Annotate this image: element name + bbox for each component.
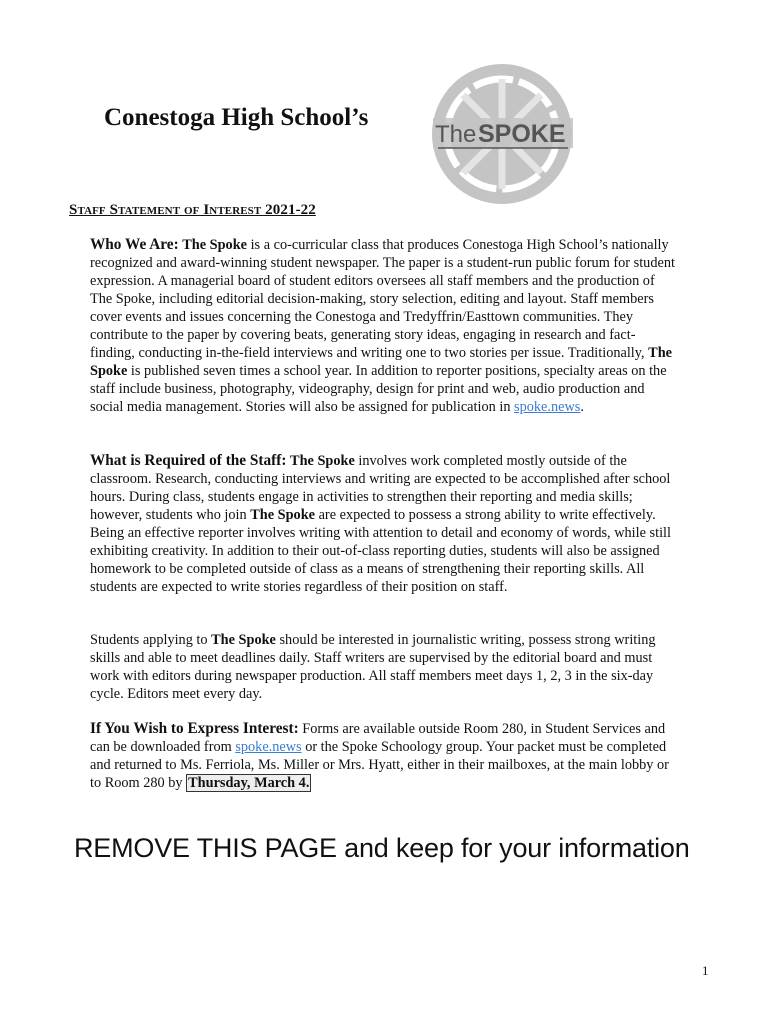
body-text: or the Spoke Schoology group. Your packet must be completed and returned to Ms. Ferriola, Ms. Miller or Mrs. Hyatt, either in their mailboxes, at the main lobby or to Room 280 by: [90, 739, 669, 791]
who-we-are-lead: Who We Are:: [90, 236, 179, 253]
express-interest-paragraph: [90, 720, 680, 792]
body-text: is a co-curricular class that produces Conestoga High School’s nationally recognized and award-winning student newspaper. The paper is a student-run public forum for student expression. A managerial board of student editors oversees all staff members and the production of The Spoke, including editorial decision-making, story selection, editing and layout. Staff members cover events and issues concerning the Conestoga and Tredyffrin/Easttown communities. They contribute to the paper by covering beats, generating story ideas, engaging in research and fact-finding, conducting in-the-field interviews and writing one to two stories per issue. Traditionally,: [90, 237, 675, 361]
applying-paragraph: [90, 631, 680, 703]
body-text: is published seven times a school year. In addition to reporter positions, specialty areas on the staff include business, photography, videography, design for print and web, audio production and social media management. Stories will also be assigned for publication in: [90, 363, 667, 415]
body-text: Students applying to: [90, 632, 212, 648]
svg-text:SPOKE: SPOKE: [478, 120, 566, 148]
brand-name: The Spoke: [290, 453, 355, 469]
page-heading: Staff Statement of Interest 2021-22: [69, 202, 316, 218]
brand-name: The Spoke: [90, 345, 672, 379]
body-text: are expected to possess a strong ability to write effectively. Being an effective reporter involves writing with attention to detail and economy of words, while still exhibiting creativity. In addition to their out-of-class reporting duties, students will also be assigned homework to be completed outside of class as a means of strengthening their reporting skills. All students are expected to write stories regardless of their position on staff.: [90, 507, 671, 595]
the-spoke-logo: [430, 62, 575, 207]
body-text: .: [580, 399, 584, 415]
remove-page-notice: REMOVE THIS PAGE and keep for your information: [74, 833, 690, 863]
body-text: Forms are available outside Room 280, in Student Services and can be downloaded from: [90, 721, 666, 755]
body-text: should be interested in journalistic writing, possess strong writing skills and able to meet deadlines daily. Staff writers are supervised by the editorial board and must work with editors during newspaper production. All staff members meet days 1, 2, 3 in the six-day cycle. Editors meet every day.: [90, 632, 656, 702]
page-number: 1: [702, 963, 709, 978]
who-we-are-paragraph: [90, 236, 680, 416]
required-lead: What is Required of the Staff:: [90, 452, 287, 469]
school-title: Conestoga High School’s: [104, 104, 369, 131]
spoke-news-link[interactable]: spoke.news: [235, 739, 302, 755]
express-interest-lead: If You Wish to Express Interest:: [90, 720, 299, 737]
body-text: involves work completed mostly outside of the classroom. Research, conducting interviews and writing are expected to be accomplished after school hours. During class, students engage in activities to strengthen their reporting and media skills; however, students who join: [90, 453, 671, 523]
svg-text:The: The: [435, 121, 477, 148]
deadline-date: Thursday, March 4.: [188, 775, 310, 791]
brand-name: The Spoke: [250, 507, 316, 523]
spoke-news-link[interactable]: spoke.news: [514, 399, 581, 415]
brand-name: The Spoke: [182, 237, 248, 253]
brand-name: The Spoke: [211, 632, 276, 648]
required-paragraph: [90, 452, 680, 596]
